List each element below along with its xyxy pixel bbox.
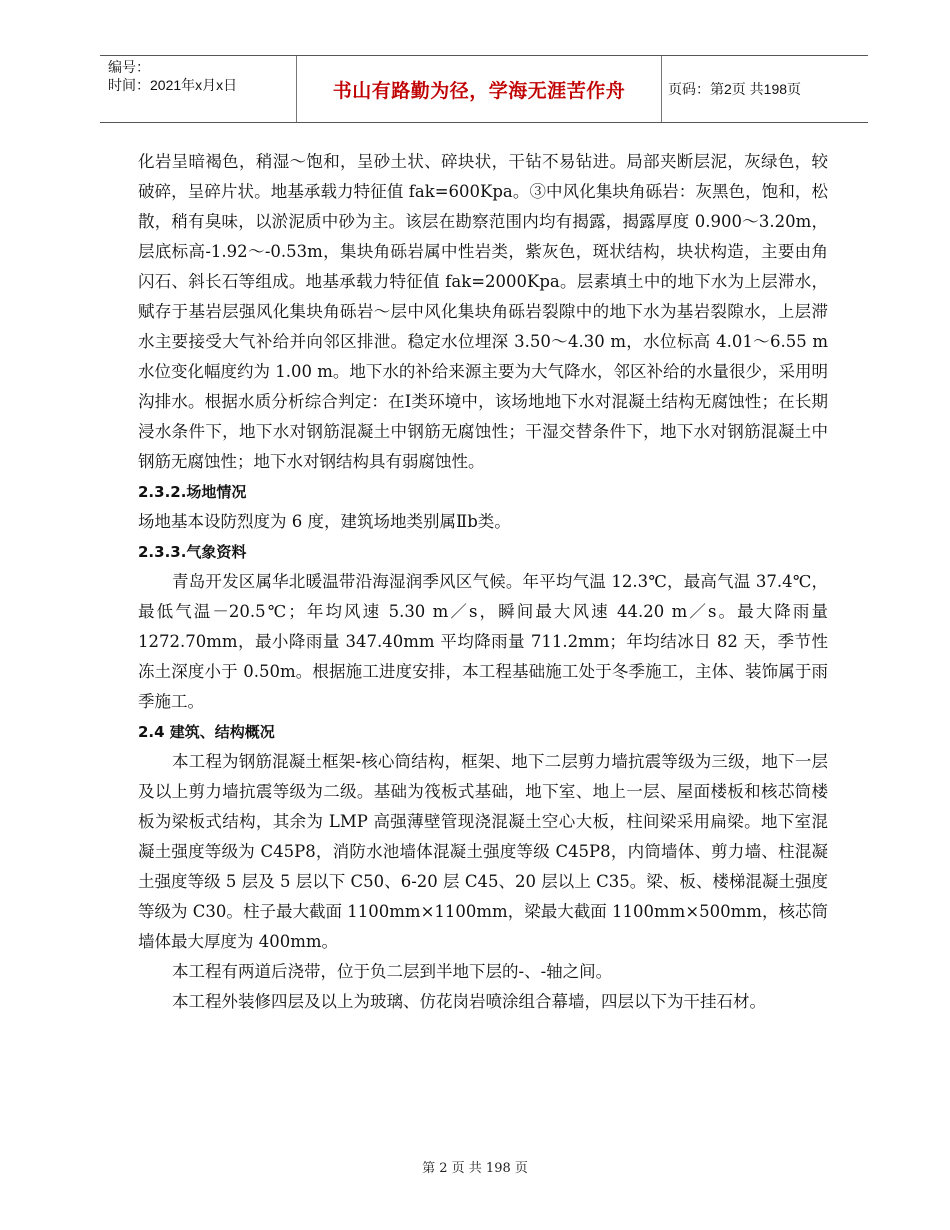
section-heading-structure: 2.4 建筑、结构概况 (138, 723, 275, 741)
page-footer: 第 2 页 共 198 页 (422, 1161, 528, 1176)
header-motto-cell (297, 56, 662, 122)
document-number-label: 编号： (108, 59, 150, 75)
paragraph-weather: 青岛开发区属华北暖温带沿海湿润季风区气候。年平均气温 12.3℃，最高气温 37.4℃，最低气温－20.5℃；年均风速 5.30 m／s，瞬间最大风速 44.20 m／s。最大降雨量 1272.70mm，最小降雨量 347.40mm 平均降雨量 711.2mm；年均结冰日 82 天，季节性冻土深度小于 0.50m。根据施工进度安排，本工程基础施工处于冬季施工，主体、装饰属于雨季施工。 (138, 572, 828, 711)
paragraph-post-pour-strip: 本工程有两道后浇带，位于负二层到半地下层的-、-轴之间。 (172, 962, 613, 981)
paragraph-site: 场地基本设防烈度为 6 度，建筑场地类别属Ⅱb类。 (138, 512, 511, 531)
header-meta (100, 56, 297, 122)
section-heading-site: 2.3.2.场地情况 (138, 483, 247, 501)
section-heading-weather: 2.3.3.气象资料 (138, 543, 247, 561)
header-page-cell (662, 56, 868, 122)
paragraph-geology: 化岩呈暗褐色，稍湿～饱和，呈砂土状、碎块状，干钻不易钻进。局部夹断层泥，灰绿色，较破碎，呈碎片状。地基承载力特征值 fak=600Kpa。③中风化集块角砾岩：灰黑色，饱和，松散，稍有臭味，以淤泥质中砂为主。该层在勘察范围内均有揭露，揭露厚度 0.900～3.20m，层底标高-1.92～-0.53m，集块角砾岩属中性岩类，紫灰色，斑状结构，块状构造，主要由角闪石、斜长石等组成。地基承载力特征值 fak=2000Kpa。层素填土中的地下水为上层滞水，赋存于基岩层强风化集块角砾岩～层中风化集块角砾岩裂隙中的地下水为基岩裂隙水，上层滞水主要接受大气补给并向邻区排泄。稳定水位埋深 3.50～4.30 m，水位标高 4.01～6.55 m水位变化幅度约为 1.00 m。地下水的补给来源主要为大气降水，邻区补给的水量很少，采用明沟排水。根据水质分析综合判定：在Ⅰ类环境中，该场地地下水对混凝土结构无腐蚀性；在长期浸水条件下，地下水对钢筋混凝土中钢筋无腐蚀性；干湿交替条件下，地下水对钢筋混凝土中钢筋无腐蚀性；地下水对钢结构具有弱腐蚀性。 (138, 152, 828, 471)
document-time-label: 时间：2021年x月x日 (108, 77, 238, 93)
paragraph-facade: 本工程外装修四层及以上为玻璃、仿花岗岩喷涂组合幕墙，四层以下为干挂石材。 (172, 992, 766, 1011)
paragraph-structure: 本工程为钢筋混凝土框架-核心筒结构，框架、地下二层剪力墙抗震等级为三级，地下一层及以上剪力墙抗震等级为二级。基础为筏板式基础，地下室、地上一层、屋面楼板和核芯筒楼板为梁板式结构，其余为 LMP 高强薄壁管现浇混凝土空心大板，柱间梁采用扁梁。地下室混凝土强度等级为 C45P8，消防水池墙体混凝土强度等级 C45P8，内筒墙体、剪力墙、柱混凝土强度等级 5 层及 5 层以下 C50、6-20 层 C45、20 层以上 C35。梁、板、楼梯混凝土强度等级为 C30。柱子最大截面 1100mm×1100mm，梁最大截面 1100mm×500mm，核芯筒墙体最大厚度为 400mm。 (138, 752, 828, 951)
header-motto: 书山有路勤为径，学海无涯苦作舟 (332, 79, 626, 102)
document-body (138, 147, 828, 1017)
page-header (100, 55, 868, 123)
header-page-info: 页码：第2页 共198页 (668, 81, 802, 97)
